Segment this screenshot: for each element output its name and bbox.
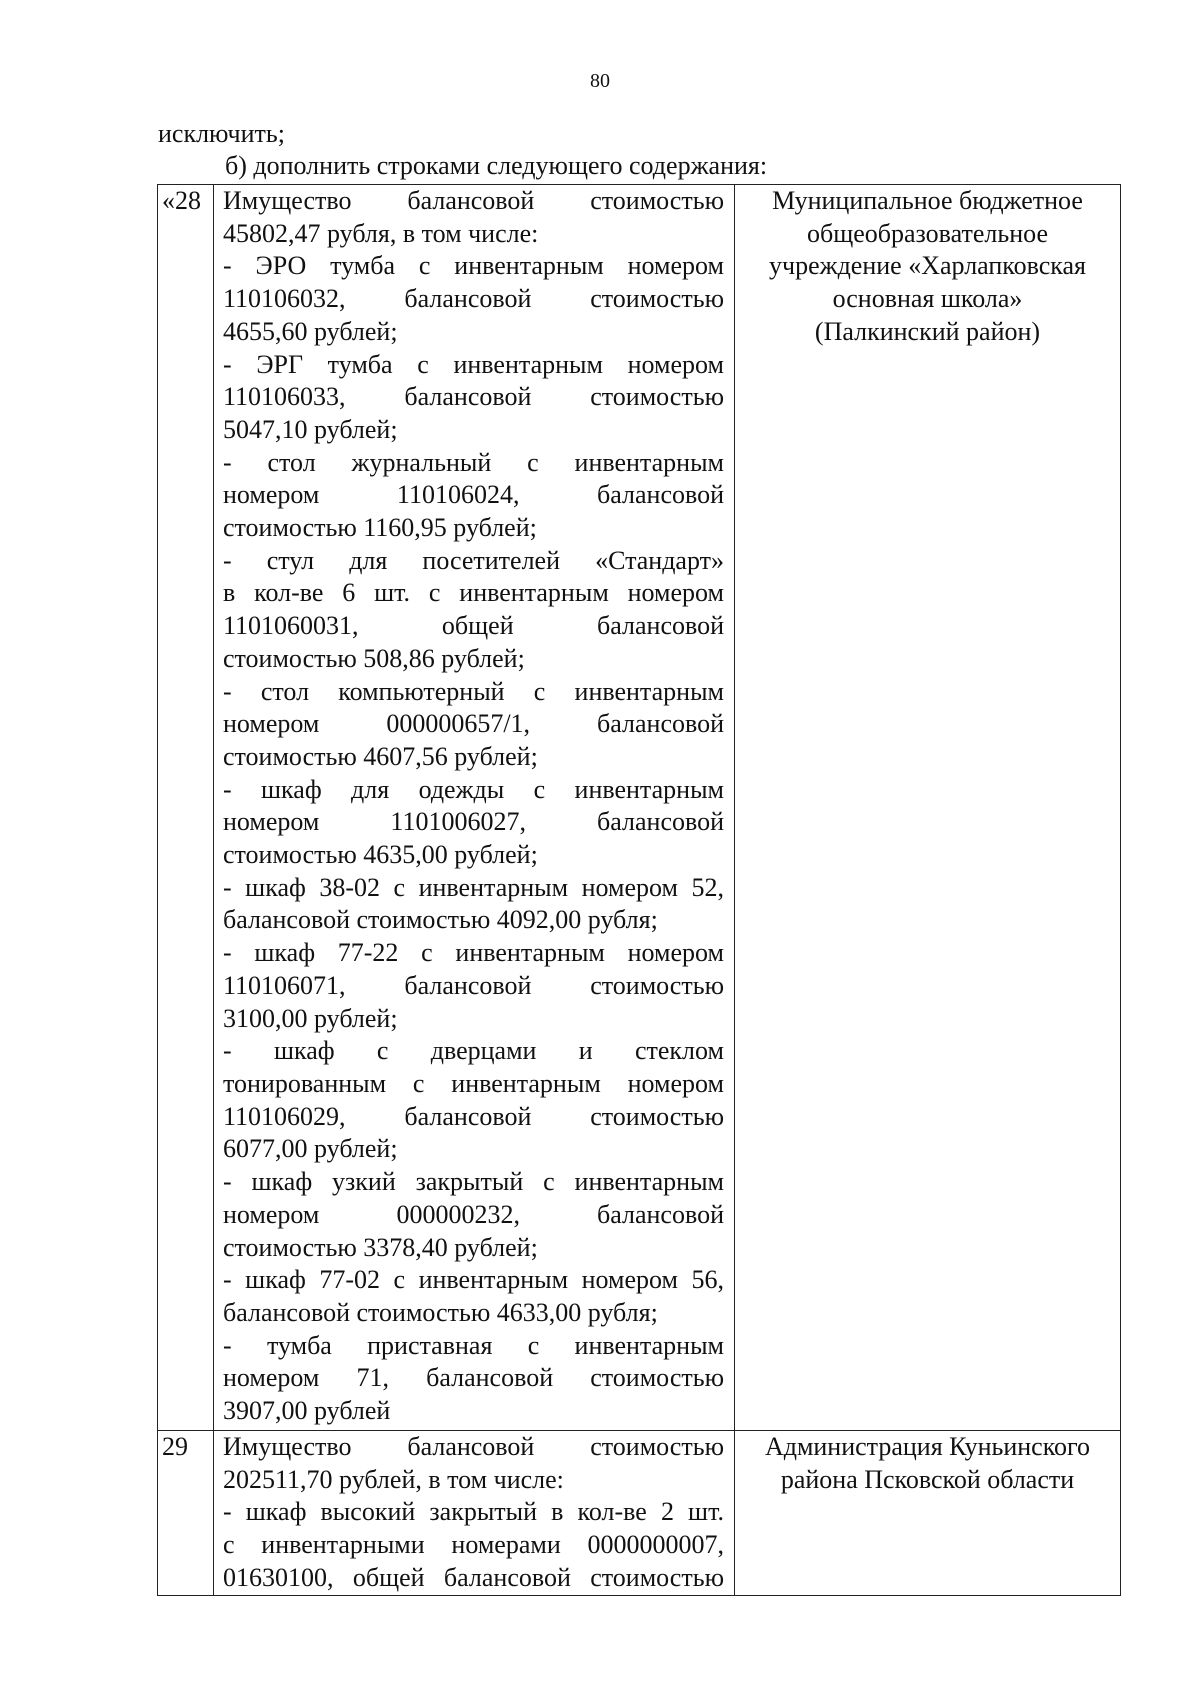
recipient-organization [735,1431,1121,1596]
description-line: 3100,00 рублей; [223,1003,398,1033]
description-line: 5047,10 рублей; [223,414,398,444]
description-line: 110106071, балансовой стоимостью [223,970,724,1000]
row-number: «28 [158,185,214,1431]
property-table-body [158,185,1121,1596]
description-line: в кол-ве 6 шт. с инвентарным номером [223,578,724,608]
description-line: 110106029, балансовой стоимостью [223,1101,724,1131]
description-line: стоимостью 508,86 рублей; [223,643,525,673]
recipient-organization [735,185,1121,1431]
description-line: - шкаф высокий закрытый в кол-ве 2 шт. [223,1497,724,1527]
table-row [158,185,1121,1431]
description-line: стоимостью 1160,95 рублей; [223,513,537,543]
description-line: 1101060031, общей балансовой [223,611,724,641]
organization-line: общеобразовательное [807,218,1048,248]
description-line: балансовой стоимостью 4633,00 рубля; [223,1297,658,1327]
organization-line: Муниципальное бюджетное [772,186,1083,215]
organization-line: основная школа» [832,284,1023,314]
description-line: - шкаф 77-02 с инвентарным номером 56, [223,1265,724,1295]
organization-line: (Палкинский район) [814,316,1041,346]
description-line: номером 000000657/1, балансовой [223,709,724,739]
description-line: - ЭРО тумба с инвентарным номером [223,251,724,281]
description-line: - тумба приставная с инвентарным [223,1330,724,1360]
description-line: - ЭРГ тумба с инвентарным номером [223,349,724,379]
description-line: - шкаф узкий закрытый с инвентарным [223,1167,724,1197]
description-line: - шкаф 77-22 с инвентарным номером [223,938,724,968]
description-line: 4655,60 рублей; [223,316,398,346]
description-line: 45802,47 рубля, в том числе: [223,218,539,248]
description-line: 110106033, балансовой стоимостью [223,382,724,412]
property-description [214,1431,735,1596]
intro-line-1: исключить; [158,119,285,148]
description-line: 6077,00 рублей; [223,1134,398,1164]
description-line: номером 000000232, балансовой [223,1199,724,1229]
description-line: стоимостью 4635,00 рублей; [223,840,538,870]
description-line: - стол компьютерный с инвентарным [223,676,724,706]
description-line: Имущество балансовой стоимостью [223,186,724,215]
organization-line: учреждение «Харлапковская [769,251,1086,281]
organization-line: района Псковской области [780,1464,1075,1494]
description-line: стоимостью 4607,56 рублей; [223,741,538,771]
row-number: 29 [158,1431,214,1596]
description-line: номером 71, балансовой стоимостью [223,1363,724,1393]
description-line: - шкаф для одежды с инвентарным [223,774,724,804]
description-line: - стул для посетителей «Стандарт» [223,545,724,575]
description-line: с инвентарными номерами 0000000007, [223,1530,724,1560]
description-line: номером 110106024, балансовой [223,480,724,510]
description-line: - шкаф 38-02 с инвентарным номером 52, [223,872,724,902]
property-table [157,184,1121,1596]
organization-line: Администрация Куньинского [764,1432,1091,1461]
description-line: 3907,00 рублей [223,1396,391,1426]
description-line: - стол журнальный с инвентарным [223,447,724,477]
description-line: 01630100, общей балансовой стоимостью [223,1562,724,1592]
description-line: 202511,70 рублей, в том числе: [223,1464,564,1494]
intro-line-2: б) дополнить строками следующего содержания: [225,151,768,180]
description-line: тонированным с инвентарным номером [223,1068,724,1098]
page-number: 80 [590,70,610,92]
property-description [214,185,735,1431]
description-line: стоимостью 3378,40 рублей; [223,1232,538,1262]
description-line: балансовой стоимостью 4092,00 рубля; [223,905,658,935]
table-row [158,1431,1121,1596]
description-line: номером 1101006027, балансовой [223,807,724,837]
description-line: 110106032, балансовой стоимостью [223,284,724,314]
description-line: Имущество балансовой стоимостью [223,1432,724,1461]
description-line: - шкаф с дверцами и стеклом [223,1036,724,1066]
